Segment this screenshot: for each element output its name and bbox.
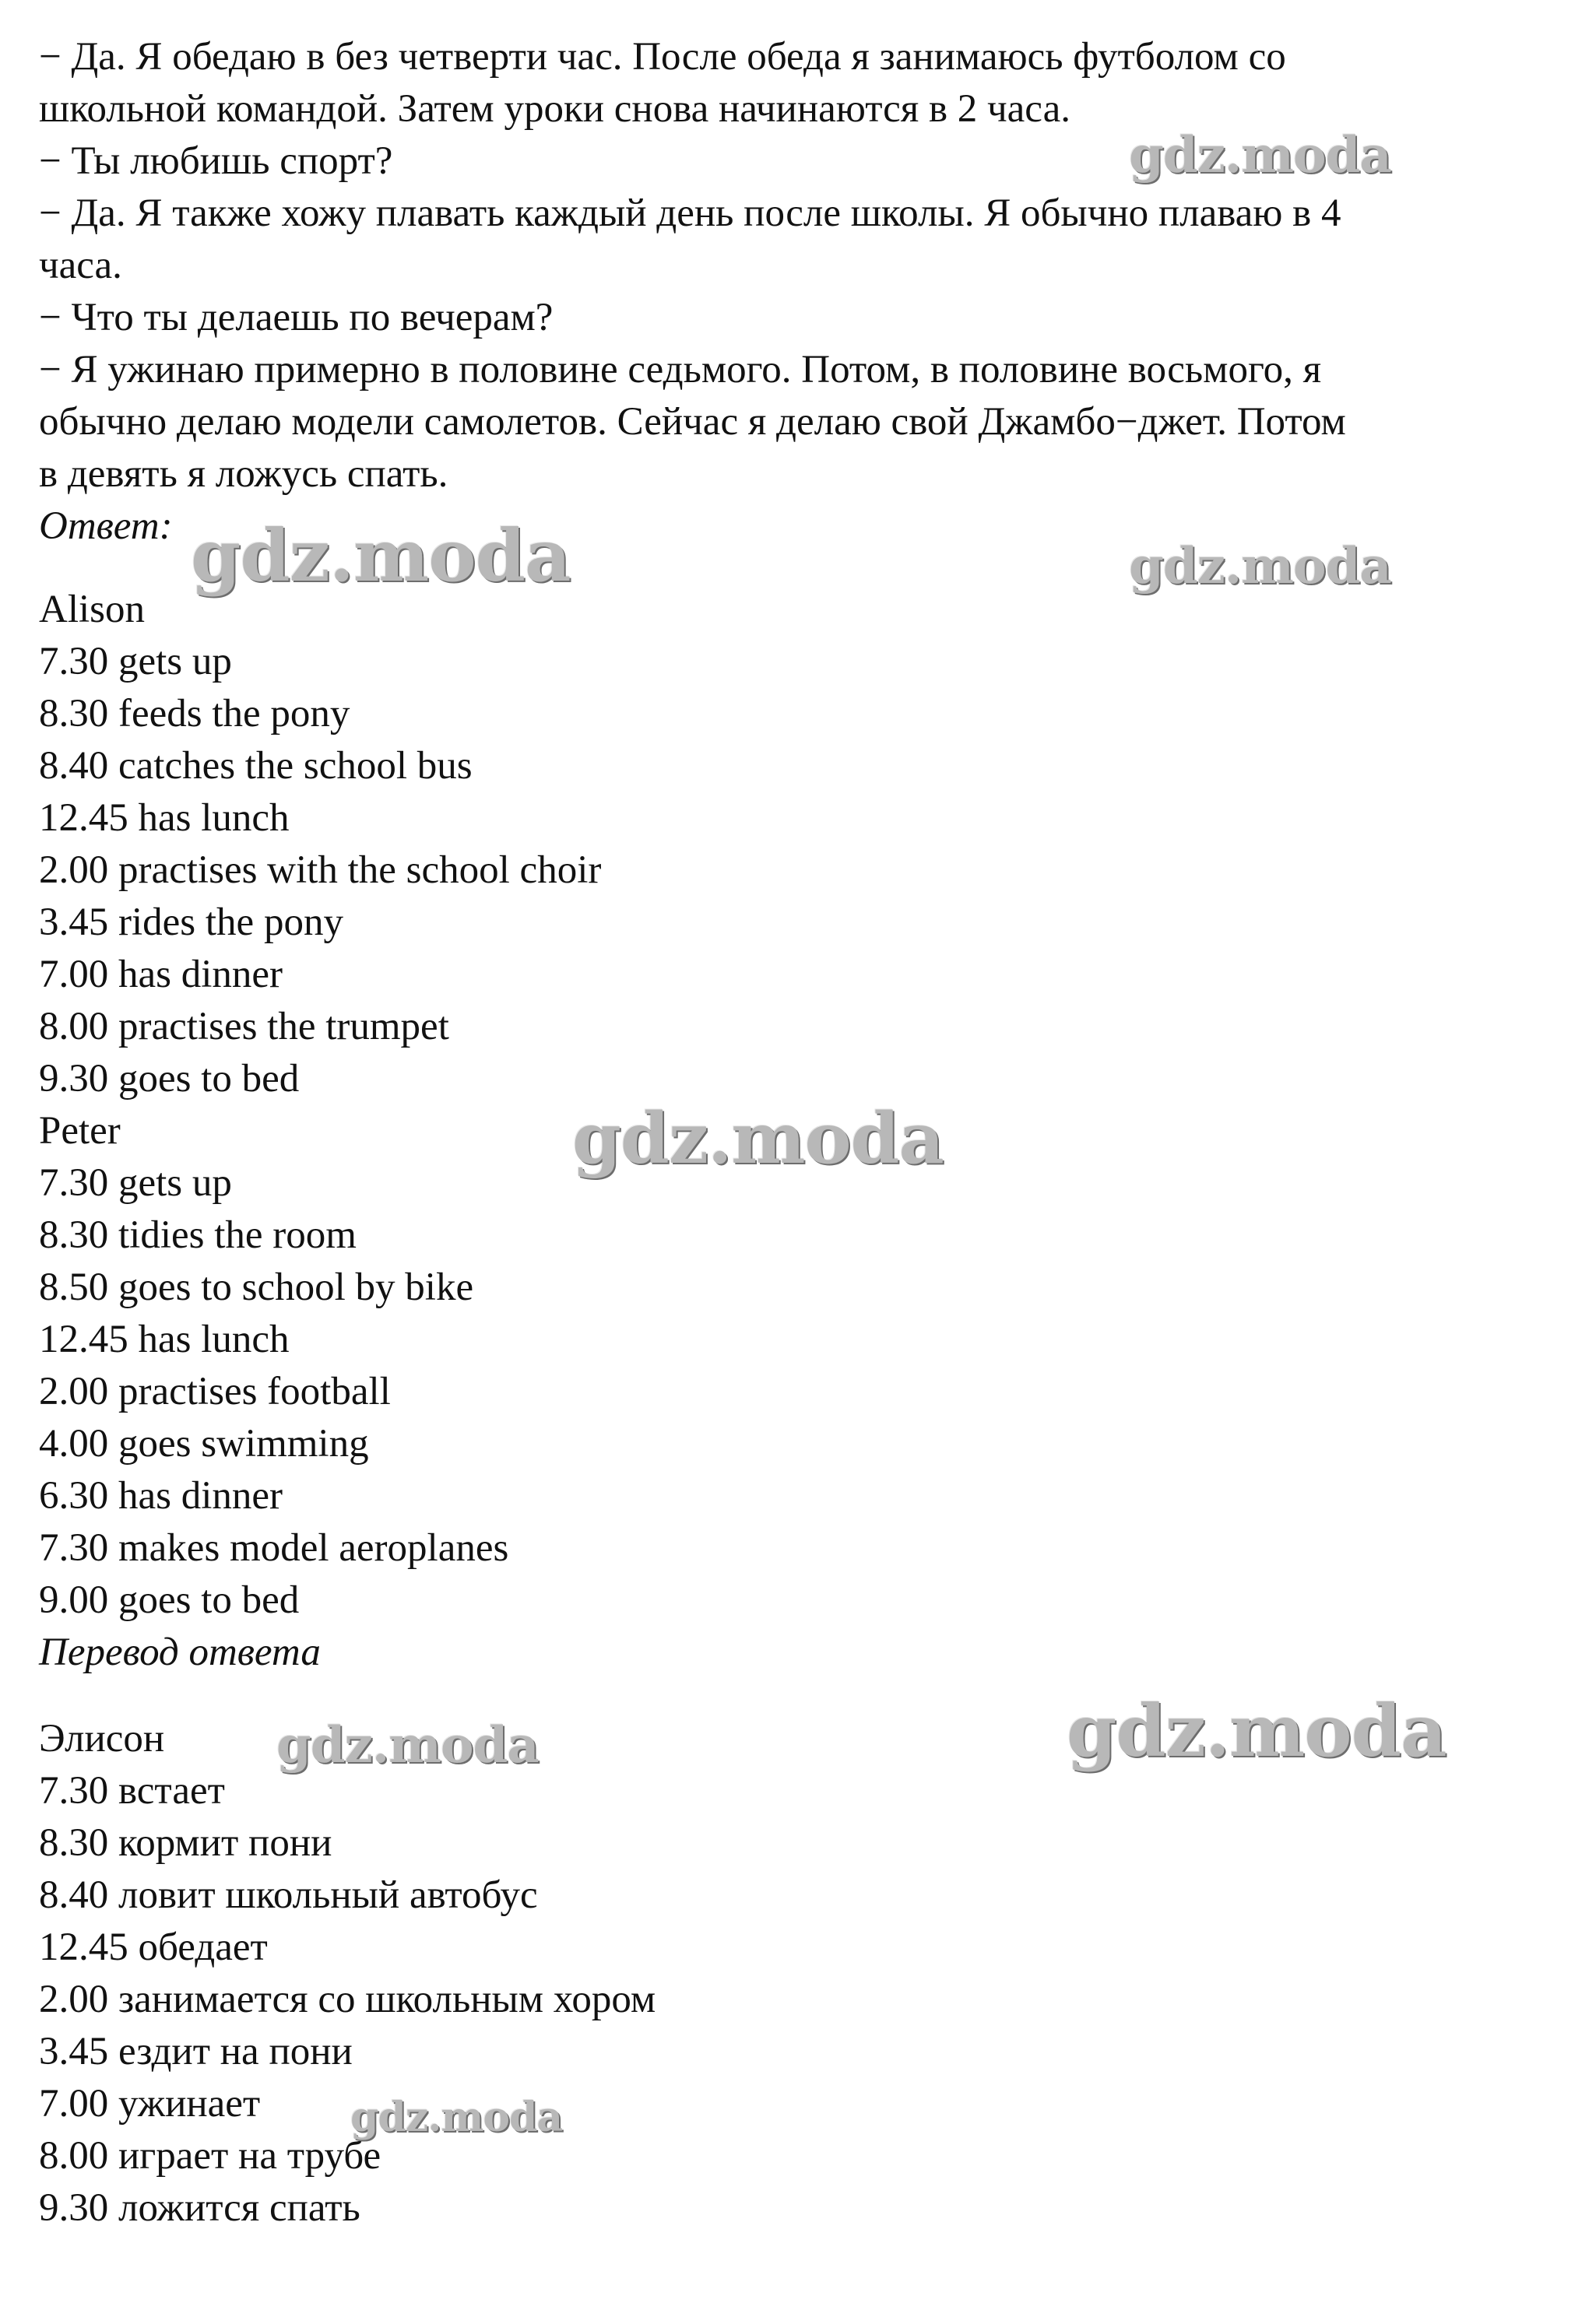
schedule-item: 9.30 goes to bed (39, 1057, 300, 1101)
schedule-item: 7.00 ужинает (39, 2082, 261, 2126)
watermark: gdz.moda (572, 1097, 944, 1180)
schedule-item: 8.30 кормит пони (39, 1821, 332, 1865)
alison-schedule-ru (39, 1713, 1565, 2234)
schedule-item: 8.50 goes to school by bike (39, 1266, 474, 1309)
schedule-item: 12.45 has lunch (39, 796, 290, 840)
watermark: gdz.moda (276, 1716, 539, 1775)
dialogue-line: школьной командой. Затем уроки снова начинаются в 2 часа. (39, 87, 1070, 131)
schedule-item: 7.30 makes model aeroplanes (39, 1526, 509, 1570)
alison-schedule (39, 584, 1565, 1105)
schedule-item: 4.00 goes swimming (39, 1422, 369, 1466)
peter-schedule (39, 1105, 1565, 1627)
watermark: gdz.moda (1129, 126, 1391, 184)
schedule-item: 2.00 занимается со школьным хором (39, 1978, 656, 2021)
schedule-item: 7.00 has dinner (39, 953, 283, 996)
schedule-item: 7.30 gets up (39, 1161, 232, 1205)
document-page (39, 31, 1565, 2234)
answer-label: Ответ: (39, 504, 173, 548)
schedule-item: 7.30 встает (39, 1769, 225, 1813)
schedule-name: Alison (39, 588, 146, 631)
schedule-item: 3.45 ездит на пони (39, 2030, 353, 2073)
schedule-item: 6.30 has dinner (39, 1474, 283, 1518)
dialogue-line: − Что ты делаешь по вечерам? (39, 296, 554, 339)
dialogue-line: − Ты любишь спорт? (39, 139, 393, 183)
dialogue-line: часа. (39, 244, 122, 287)
schedule-item: 3.45 rides the pony (39, 900, 343, 944)
dialogue-text (39, 31, 1565, 500)
schedule-item: 2.00 practises with the school choir (39, 848, 602, 892)
dialogue-line: − Да. Я также хожу плавать каждый день после школы. Я обычно плаваю в 4 (39, 191, 1341, 235)
dialogue-line: − Да. Я обедаю в без четверти час. После обеда я занимаюсь футболом со (39, 35, 1286, 79)
watermark: gdz.moda (350, 2094, 563, 2141)
schedule-item: 12.45 обедает (39, 1926, 268, 1969)
schedule-item: 9.00 goes to bed (39, 1578, 300, 1622)
dialogue-line: обычно делаю модели самолетов. Сейчас я делаю свой Джамбо−джет. Потом (39, 400, 1346, 444)
schedule-item: 7.30 gets up (39, 640, 232, 683)
schedule-item: 12.45 has lunch (39, 1318, 290, 1361)
schedule-item: 2.00 practises football (39, 1370, 391, 1413)
schedule-name: Элисон (39, 1717, 165, 1761)
schedule-item: 8.00 practises the trumpet (39, 1005, 449, 1048)
schedule-item: 8.00 играет на трубе (39, 2134, 381, 2178)
schedule-item: 8.30 feeds the pony (39, 692, 350, 735)
dialogue-line: в девять я ложусь спать. (39, 452, 448, 496)
watermark: gdz.moda (1067, 1689, 1447, 1773)
watermark: gdz.moda (191, 514, 571, 598)
schedule-name: Peter (39, 1109, 121, 1153)
watermark: gdz.moda (1129, 537, 1391, 595)
schedule-item: 8.30 tidies the room (39, 1213, 357, 1257)
schedule-item: 8.40 ловит школьный автобус (39, 1873, 538, 1917)
dialogue-line: − Я ужинаю примерно в половине седьмого. Потом, в половине восьмого, я (39, 348, 1322, 391)
schedule-item: 8.40 catches the school bus (39, 744, 473, 788)
schedule-item: 9.30 ложится спать (39, 2186, 360, 2230)
translation-label: Перевод ответа (39, 1631, 321, 1674)
